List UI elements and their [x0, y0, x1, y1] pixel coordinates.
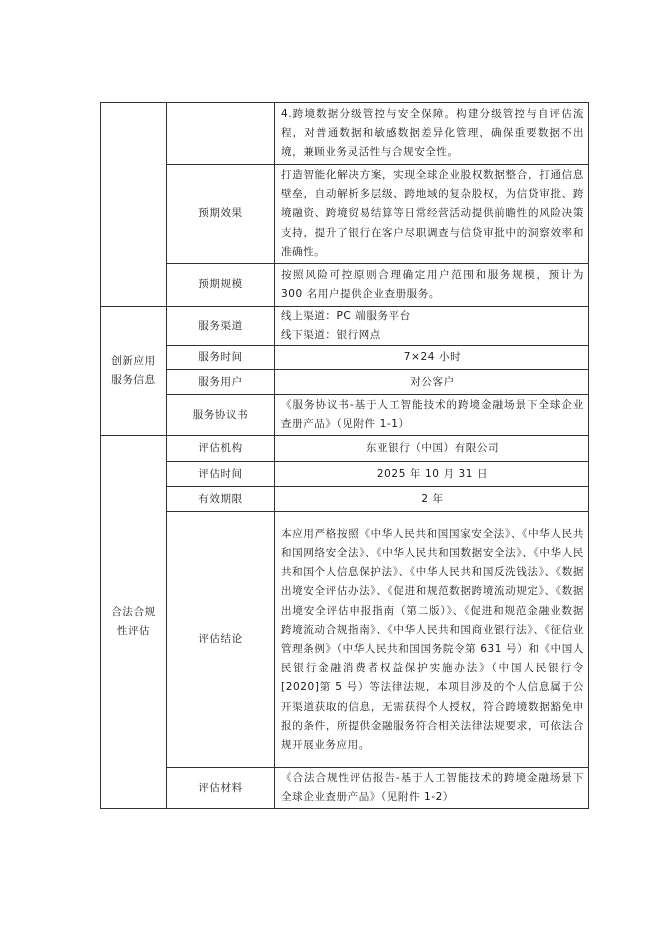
expected-scale-label: 预期规模	[167, 264, 275, 307]
eval-material-label: 评估材料	[167, 768, 275, 809]
compliance-category	[101, 436, 167, 809]
row-service-agreement	[101, 395, 589, 436]
eval-org-label: 评估机构	[167, 436, 275, 462]
service-user-value: 对公客户	[275, 370, 589, 395]
row-service-user	[101, 370, 589, 395]
row-data-governance	[101, 103, 589, 165]
document-table	[100, 102, 589, 809]
service-agreement-label: 服务协议书	[167, 395, 275, 436]
compliance-category-line1: 合法合规	[111, 606, 156, 619]
data-governance-text: 4.跨境数据分级管控与安全保障。构建分级管控与自评估流程，对普通数据和敏感数据差异化管理，确保重要数据不出境，兼顾业务灵活性与合规安全性。	[275, 103, 589, 165]
eval-validity-label: 有效期限	[167, 487, 275, 512]
eval-material-value: 《合法合规性评估报告-基于人工智能技术的跨境金融场景下全球企业查册产品》（见附件 1-2）	[275, 768, 589, 809]
category-cell-continued	[101, 103, 167, 307]
eval-time-label: 评估时间	[167, 462, 275, 487]
row-service-channel	[101, 307, 589, 346]
row-expected-effect	[101, 165, 589, 264]
expected-effect-label: 预期效果	[167, 165, 275, 264]
service-info-category-line2: 服务信息	[111, 374, 156, 387]
row-eval-org	[101, 436, 589, 462]
service-channel-value	[275, 307, 589, 346]
expected-scale-value: 按照风险可控原则合理确定用户范围和服务规模，预计为 300 名用户提供企业查册服务。	[275, 264, 589, 307]
eval-conclusion-label: 评估结论	[167, 512, 275, 768]
service-time-label: 服务时间	[167, 346, 275, 370]
service-user-label: 服务用户	[167, 370, 275, 395]
eval-conclusion-value: 本应用严格按照《中华人民共和国国家安全法》、《中华人民共和国网络安全法》、《中华人民共和国数据安全法》、《中华人民共和国个人信息保护法》、《中华人民共和国反洗钱法》、《数据出境安全评估办法》、《促进和规范数据跨境流动规定》、《数据出境安全评估申报指南（第二版）》、《促进和规范金融业数据跨境流动合规指南》、《中华人民共和国商业银行法》、《征信业管理条例》（中华人民共和国国务院令第 631 号）和《中国人民银行金融消费者权益保护实施办法》（中国人民银行令[2020]第 5 号）等法律法规，本项目涉及的个人信息属于公开渠道获取的信息，无需获得个人授权，符合跨境数据豁免申报的条件，所提供金融服务符合相关法律法规要求，可依法合规开展业务应用。	[275, 512, 589, 768]
row-eval-validity	[101, 487, 589, 512]
row-eval-material	[101, 768, 589, 809]
service-channel-label: 服务渠道	[167, 307, 275, 346]
compliance-category-line2: 性评估	[116, 625, 151, 638]
service-time-value: 7×24 小时	[275, 346, 589, 370]
row-eval-time	[101, 462, 589, 487]
eval-time-value: 2025 年 10 月 31 日	[275, 462, 589, 487]
label-cell-blank	[167, 103, 275, 165]
row-eval-conclusion	[101, 512, 589, 768]
eval-org-value: 东亚银行（中国）有限公司	[275, 436, 589, 462]
service-agreement-value: 《服务协议书-基于人工智能技术的跨境金融场景下全球企业查册产品》（见附件 1-1）	[275, 395, 589, 436]
expected-effect-value: 打造智能化解决方案，实现全球企业股权数据整合，打通信息壁垒，自动解析多层级、跨地域的复杂股权，为信贷审批、跨境融资、跨境贸易结算等日常经营活动提供前瞻性的风险决策支持，提升了银行在客户尽职调查与信贷审批中的洞察效率和准确性。	[275, 165, 589, 264]
row-expected-scale	[101, 264, 589, 307]
service-channel-offline: 线下渠道：银行网点	[281, 329, 381, 342]
row-service-time	[101, 346, 589, 370]
service-info-category	[101, 307, 167, 436]
service-channel-online: 线上渠道：PC 端服务平台	[281, 310, 411, 322]
eval-validity-value: 2 年	[275, 487, 589, 512]
service-info-category-line1: 创新应用	[111, 355, 156, 367]
